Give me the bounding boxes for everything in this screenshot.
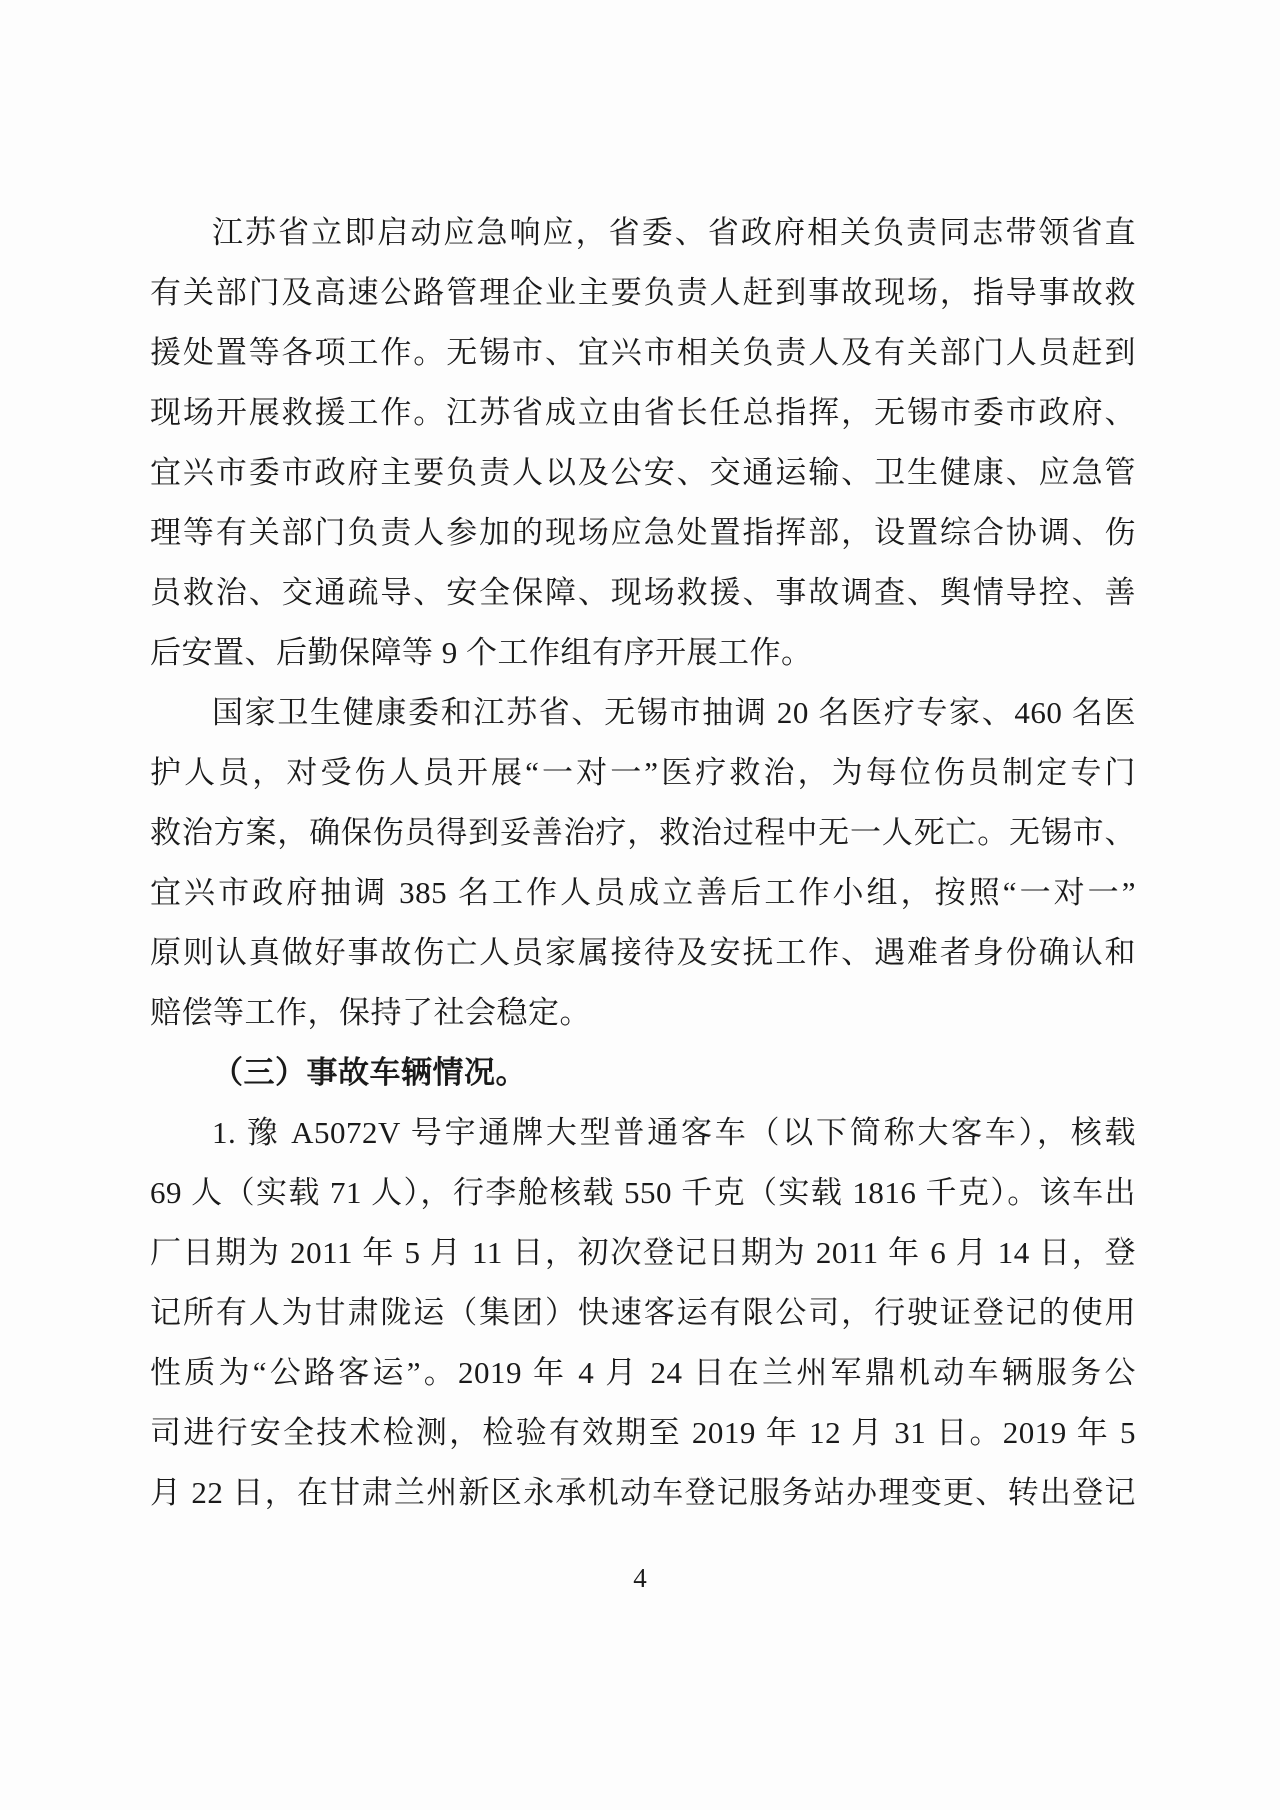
- page-footer: [0, 1558, 1280, 1598]
- text-line: 宜兴市政府抽调 385 名工作人员成立善后工作小组，按照“一对一”: [150, 875, 1136, 910]
- text-line: 护人员，对受伤人员开展“一对一”医疗救治，为每位伤员制定专门: [150, 755, 1136, 790]
- text-line: 员救治、交通疏导、安全保障、现场救援、事故调查、舆情导控、善: [150, 575, 1136, 610]
- para-provincial-emergency-response: [150, 203, 1136, 683]
- text-line: （三）事故车辆情况。: [212, 1055, 527, 1090]
- text-line: 记所有人为甘肃陇运（集团）快速客运有限公司，行驶证登记的使用: [150, 1295, 1136, 1330]
- text-line: 有关部门及高速公路管理企业主要负责人赶到事故现场，指导事故救: [150, 275, 1136, 310]
- text-line: 理等有关部门负责人参加的现场应急处置指挥部，设置综合协调、伤: [150, 515, 1136, 550]
- text-line: 援处置等各项工作。无锡市、宜兴市相关负责人及有关部门人员赶到: [150, 335, 1136, 370]
- page-number: 4: [633, 1563, 647, 1593]
- text-line: 性质为“公路客运”。2019 年 4 月 24 日在兰州军鼎机动车辆服务公: [150, 1355, 1136, 1390]
- text-line: 69 人（实载 71 人），行李舱核载 550 千克（实载 1816 千克）。该车出: [150, 1175, 1136, 1210]
- text-line: 国家卫生健康委和江苏省、无锡市抽调 20 名医疗专家、460 名医: [212, 695, 1136, 730]
- text-line: 宜兴市委市政府主要负责人以及公安、交通运输、卫生健康、应急管: [150, 455, 1136, 490]
- text-line: 赔偿等工作，保持了社会稳定。: [150, 995, 591, 1030]
- text-line: 1. 豫 A5072V 号宇通牌大型普通客车（以下简称大客车），核载: [212, 1115, 1136, 1150]
- text-line: 现场开展救援工作。江苏省成立由省长任总指挥，无锡市委市政府、: [150, 395, 1136, 430]
- heading-accident-vehicle-situation: [150, 1043, 1136, 1103]
- text-line: 厂日期为 2011 年 5 月 11 日，初次登记日期为 2011 年 6 月 14 日，登: [150, 1235, 1136, 1270]
- document-body: [150, 203, 1136, 1523]
- text-line: 江苏省立即启动应急响应，省委、省政府相关负责同志带领省直: [212, 215, 1136, 250]
- text-line: 后安置、后勤保障等 9 个工作组有序开展工作。: [150, 635, 813, 670]
- text-line: 月 22 日，在甘肃兰州新区永承机动车登记服务站办理变更、转出登记: [150, 1475, 1136, 1510]
- text-line: 救治方案，确保伤员得到妥善治疗，救治过程中无一人死亡。无锡市、: [150, 815, 1136, 850]
- para-bus-registration-details: [150, 1103, 1136, 1523]
- para-medical-rescue-and-aftercare: [150, 683, 1136, 1043]
- text-line: 司进行安全技术检测，检验有效期至 2019 年 12 月 31 日。2019 年 5: [150, 1415, 1136, 1450]
- text-line: 原则认真做好事故伤亡人员家属接待及安抚工作、遇难者身份确认和: [150, 935, 1136, 970]
